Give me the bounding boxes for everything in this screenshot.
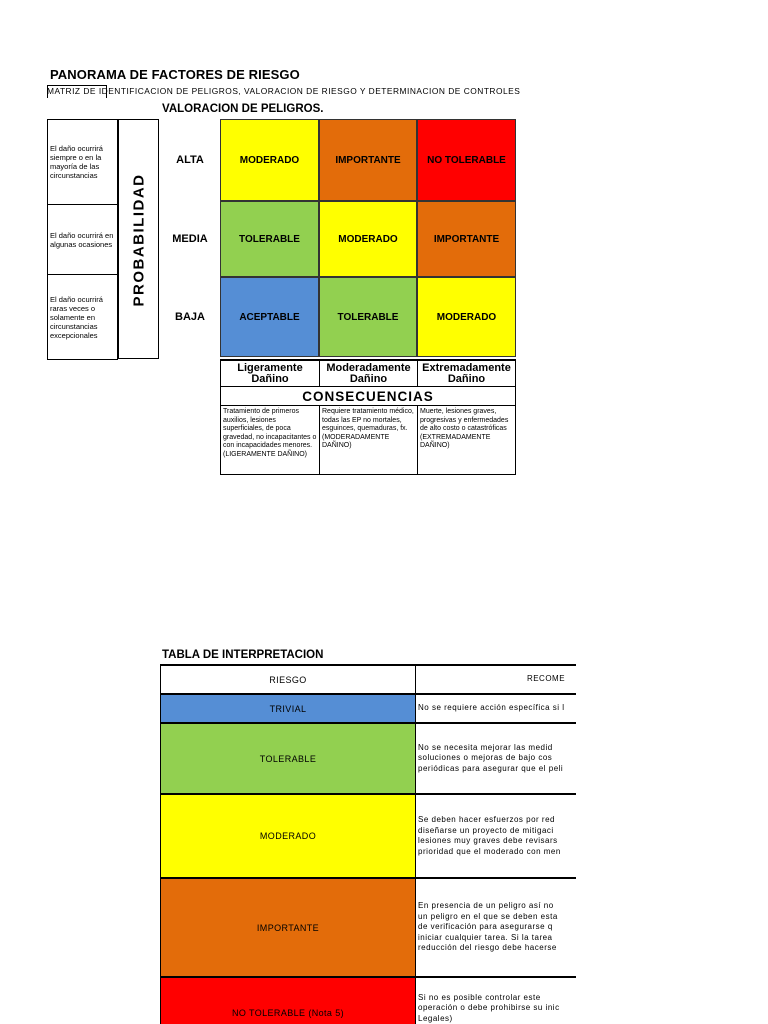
probabilidad-label: PROBABILIDAD bbox=[130, 173, 148, 307]
consequence-header-extremo: Extremadamente Dañino bbox=[417, 359, 516, 387]
riesgo-trivial: TRIVIAL bbox=[160, 694, 416, 723]
consequence-header-moderado: Moderadamente Dañino bbox=[319, 359, 418, 387]
tabla-row-importante bbox=[160, 878, 576, 977]
tabla-row-moderado bbox=[160, 794, 576, 878]
riesgo-tolerable: TOLERABLE bbox=[160, 723, 416, 794]
rec-moderado: Se deben hacer esfuerzos por red diseñarse un proyecto de mitigaci lesiones muy graves debe revisars prioridad que el moderado con men bbox=[416, 794, 576, 878]
cell-media-extremo: IMPORTANTE bbox=[417, 201, 516, 277]
consequence-desc-ligero: Tratamiento de primeros auxilios, lesiones superficiales, de poca gravedad, no incapacitantes o con incapacidades menores. (LIGERAMENTE DAÑINO) bbox=[220, 405, 320, 475]
valoracion-title: VALORACION DE PELIGROS. bbox=[162, 103, 324, 115]
tabla-row-trivial bbox=[160, 694, 576, 723]
rec-trivial: No se requiere acción específica si l bbox=[416, 694, 576, 723]
riesgo-importante: IMPORTANTE bbox=[160, 878, 416, 977]
cell-baja-extremo: MODERADO bbox=[417, 277, 516, 357]
riesgo-no-tolerable: NO TOLERABLE (Nota 5) bbox=[160, 977, 416, 1024]
cell-baja-ligero: ACEPTABLE bbox=[220, 277, 319, 357]
row-desc-alta: El daño ocurrirá siempre o en la mayoría de las circunstancias bbox=[47, 119, 118, 205]
tabla-title: TABLA DE INTERPRETACION bbox=[162, 649, 324, 661]
page-subtitle: MATRIZ DE IDENTIFICACION DE PELIGROS, VALORACION DE RIESGO Y DETERMINACION DE CONTROLES bbox=[47, 86, 521, 96]
tabla-row-no-tolerable bbox=[160, 977, 576, 1024]
row-desc-baja: El daño ocurrirá raras veces o solamente en circunstancias excepcionales bbox=[47, 274, 118, 360]
rec-tolerable: No se necesita mejorar las medid soluciones o mejoras de bajo cos periódicas para asegurar que el peli bbox=[416, 723, 576, 794]
level-alta: ALTA bbox=[176, 154, 204, 166]
consequence-desc-moderado: Requiere tratamiento médico, todas las EP no mortales, esguinces, quemaduras, fx. (MODERADAMENTE DAÑINO) bbox=[319, 405, 418, 475]
tabla-header-rec: RECOME bbox=[416, 666, 576, 694]
page-title: PANORAMA DE FACTORES DE RIESGO bbox=[50, 67, 300, 82]
tabla-header-row bbox=[160, 664, 576, 694]
cell-alta-extremo: NO TOLERABLE bbox=[417, 119, 516, 201]
tabla-header-riesgo: RIESGO bbox=[160, 666, 416, 694]
riesgo-moderado: MODERADO bbox=[160, 794, 416, 878]
level-media: MEDIA bbox=[172, 233, 208, 245]
consequence-header-ligero: Ligeramente Dañino bbox=[220, 359, 320, 387]
rec-importante: En presencia de un peligro así no un peligro en el que se deben esta de verificación para asegurarse q iniciar cualquier tarea. Si la tarea reducción del riesgo debe hacerse bbox=[416, 878, 576, 977]
level-baja: BAJA bbox=[175, 311, 205, 323]
cell-baja-moderado: TOLERABLE bbox=[319, 277, 417, 357]
rec-no-tolerable: Si no es posible controlar este operación o debe prohibirse su inic Legales) bbox=[416, 977, 576, 1024]
cell-alta-moderado: IMPORTANTE bbox=[319, 119, 417, 201]
cell-alta-ligero: MODERADO bbox=[220, 119, 319, 201]
cell-media-moderado: MODERADO bbox=[319, 201, 417, 277]
row-desc-media: El daño ocurrirá en algunas ocasiones bbox=[47, 204, 118, 275]
cell-media-ligero: TOLERABLE bbox=[220, 201, 319, 277]
tabla-row-tolerable bbox=[160, 723, 576, 794]
consequence-desc-extremo: Muerte, lesiones graves, progresivas y enfermedades de alto costo o catastróficas (EXTREMADAMENTE DAÑINO) bbox=[417, 405, 516, 475]
consecuencias-label: CONSECUENCIAS bbox=[220, 386, 516, 406]
probabilidad-box bbox=[118, 119, 159, 359]
